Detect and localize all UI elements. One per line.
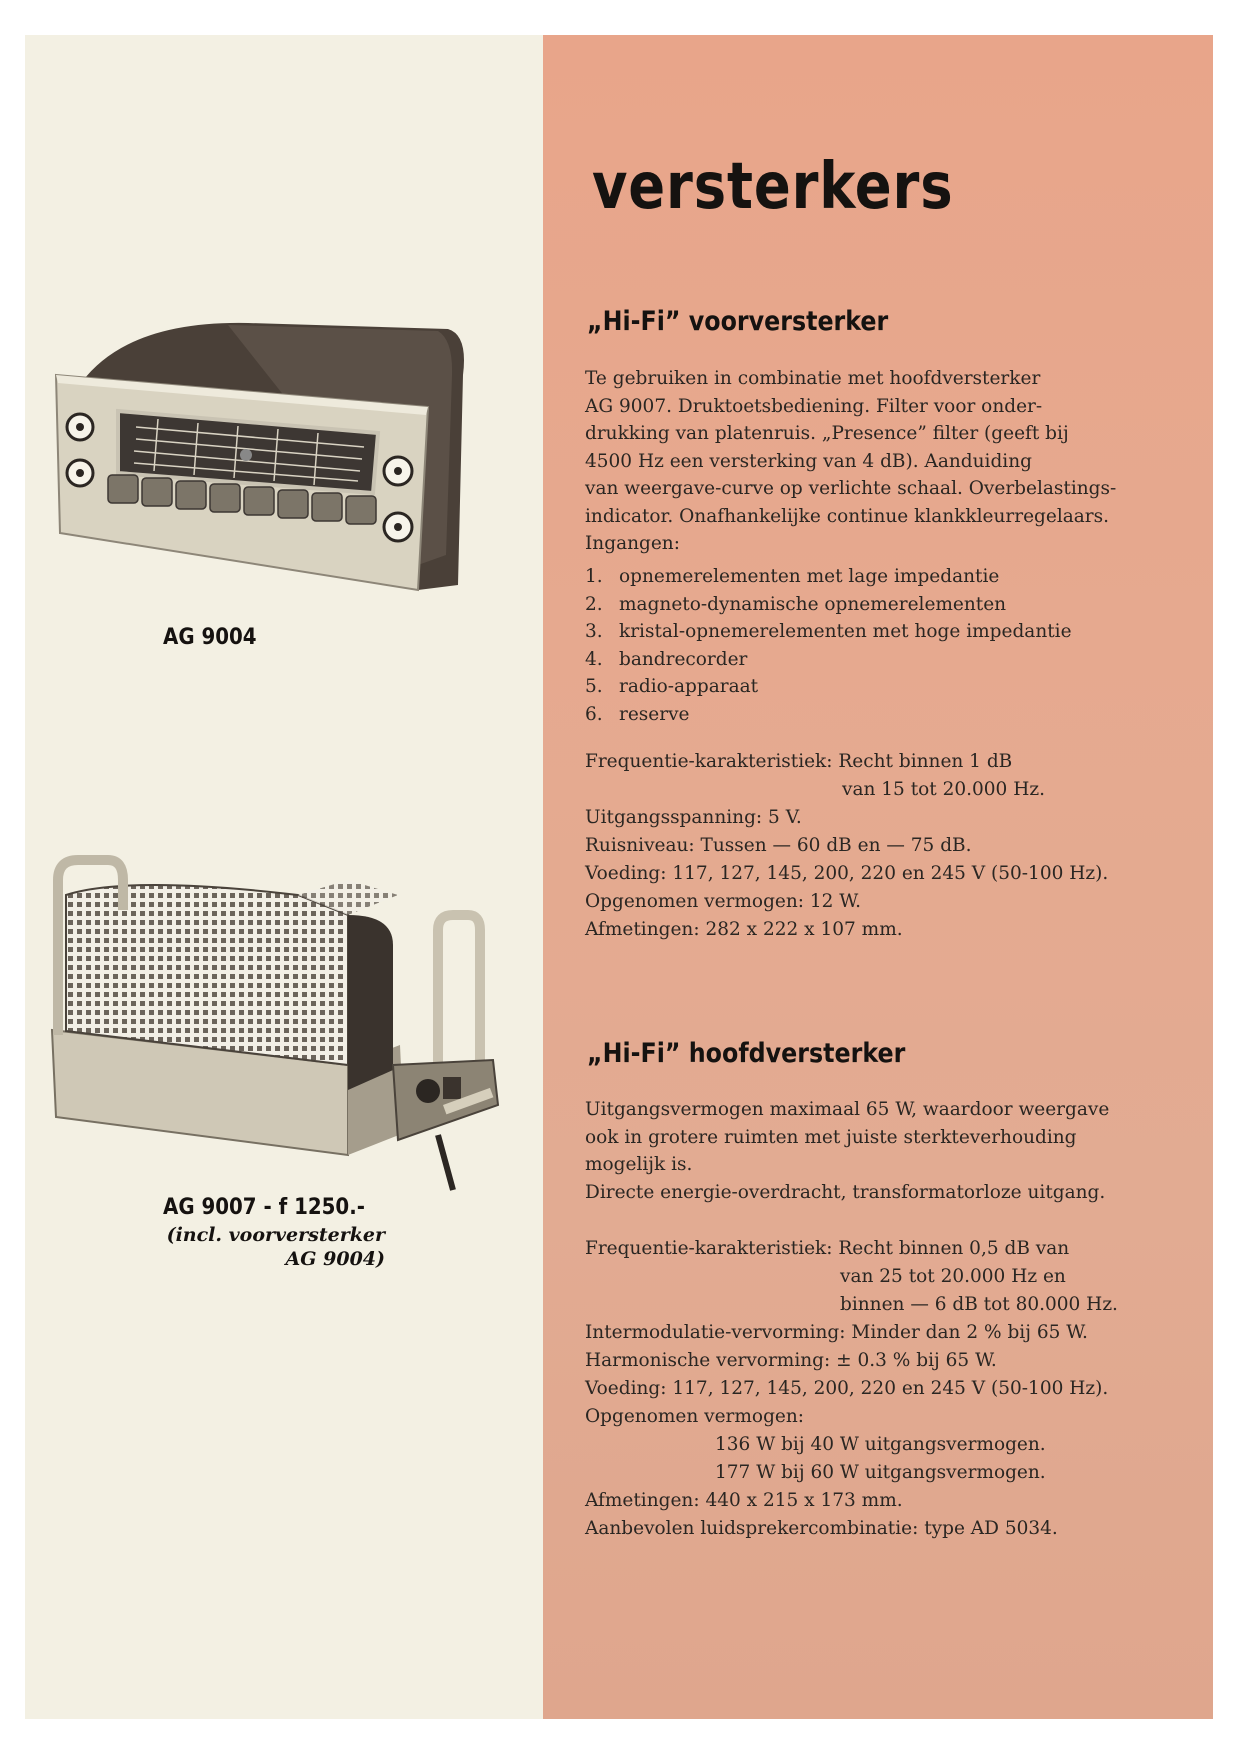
spec-line: van 25 tot 20.000 Hz en: [840, 1266, 1066, 1287]
spec-line: Ruisniveau: Tussen — 60 dB en — 75 dB.: [585, 835, 972, 856]
spec-line: Intermodulatie-vervorming: Minder dan 2 % bij 65 W.: [585, 1322, 1088, 1343]
caption-note-line2: AG 9004): [285, 1248, 385, 1270]
spec-line: Afmetingen: 282 x 222 x 107 mm.: [585, 919, 903, 940]
spec-line: Frequentie-karakteristiek: Recht binnen 0,5 dB van: [585, 1238, 1070, 1259]
mainamp-desc-line: mogelijk is.: [585, 1154, 693, 1175]
mainamp-desc-line: Uitgangsvermogen maximaal 65 W, waardoor weergave: [585, 1099, 1110, 1120]
spec-line: Aanbevolen luidsprekercombinatie: type AD 5034.: [585, 1518, 1058, 1539]
mainamp-heading: „Hi-Fi” hoofdversterker: [587, 1038, 906, 1069]
spec-line: Harmonische vervorming: ± 0.3 % bij 65 W.: [585, 1350, 997, 1371]
spec-line: Afmetingen: 440 x 215 x 173 mm.: [585, 1490, 903, 1511]
spec-line: Frequentie-karakteristiek: Recht binnen 1 dB: [585, 751, 1013, 772]
list-item: 3. kristal-opnemerelementen met hoge impedantie: [585, 621, 1072, 642]
mainamp-specs: [585, 1235, 1118, 1543]
caption-note-line1: (incl. voorversterker: [166, 1224, 385, 1246]
list-item: 2. magneto-dynamische opnemerelementen: [585, 593, 1007, 615]
preamplifier-photo: [48, 315, 468, 595]
preamp-description: [585, 365, 1125, 558]
main-amplifier-photo: [48, 855, 508, 1205]
list-item: 5. radio-apparaat: [585, 676, 759, 697]
preamp-desc-line: Te gebruiken in combinatie met hoofdversterker: [585, 368, 1041, 389]
page-title: versterkers: [592, 150, 954, 224]
preamp-model-caption: AG 9004: [163, 625, 257, 650]
preamp-heading: „Hi-Fi” voorversterker: [587, 306, 889, 337]
mainamp-description: [585, 1096, 1125, 1206]
list-item: 4. bandrecorder: [585, 648, 748, 670]
list-item: 1. opnemerelementen met lage impedantie: [585, 566, 1000, 587]
mainamp-caption-note: [163, 1223, 385, 1271]
mainamp-model-caption: AG 9007 - f 1250.-: [163, 1195, 365, 1220]
preamp-desc-line: indicator. Onafhankelijke continue klankkleurregelaars.: [585, 505, 1110, 527]
mainamp-desc-line: Directe energie-overdracht, transformatorloze uitgang.: [585, 1181, 1106, 1203]
mainamp-desc-line: ook in grotere ruimten met juiste sterkteverhouding: [585, 1126, 1077, 1148]
spec-line: Uitgangsspanning: 5 V.: [585, 807, 802, 828]
spec-line: 136 W bij 40 W uitgangsvermogen.: [715, 1434, 1046, 1455]
preamp-desc-line: van weergave-curve op verlichte schaal. Overbelastings-: [585, 478, 1117, 499]
list-item: 6. reserve: [585, 703, 690, 725]
spec-line: van 15 tot 20.000 Hz.: [842, 779, 1045, 800]
spec-line: Voeding: 117, 127, 145, 200, 220 en 245 V (50-100 Hz).: [585, 863, 1109, 884]
preamp-specs: [585, 748, 1108, 944]
spec-line: Voeding: 117, 127, 145, 200, 220 en 245 V (50-100 Hz).: [585, 1378, 1109, 1399]
spec-line: binnen — 6 dB tot 80.000 Hz.: [840, 1294, 1118, 1315]
preamp-desc-line: Ingangen:: [585, 533, 680, 554]
preamp-desc-line: drukking van platenruis. „Presence” filter (geeft bij: [585, 423, 1069, 444]
spec-line: Opgenomen vermogen:: [585, 1406, 805, 1427]
spec-line: Opgenomen vermogen: 12 W.: [585, 891, 861, 912]
preamp-desc-line: 4500 Hz een versterking van 4 dB). Aanduiding: [585, 450, 1032, 472]
preamp-inputs-list: [585, 563, 1072, 728]
spec-line: 177 W bij 60 W uitgangsvermogen.: [715, 1462, 1046, 1483]
preamp-desc-line: AG 9007. Druktoetsbediening. Filter voor onder-: [585, 395, 1043, 417]
